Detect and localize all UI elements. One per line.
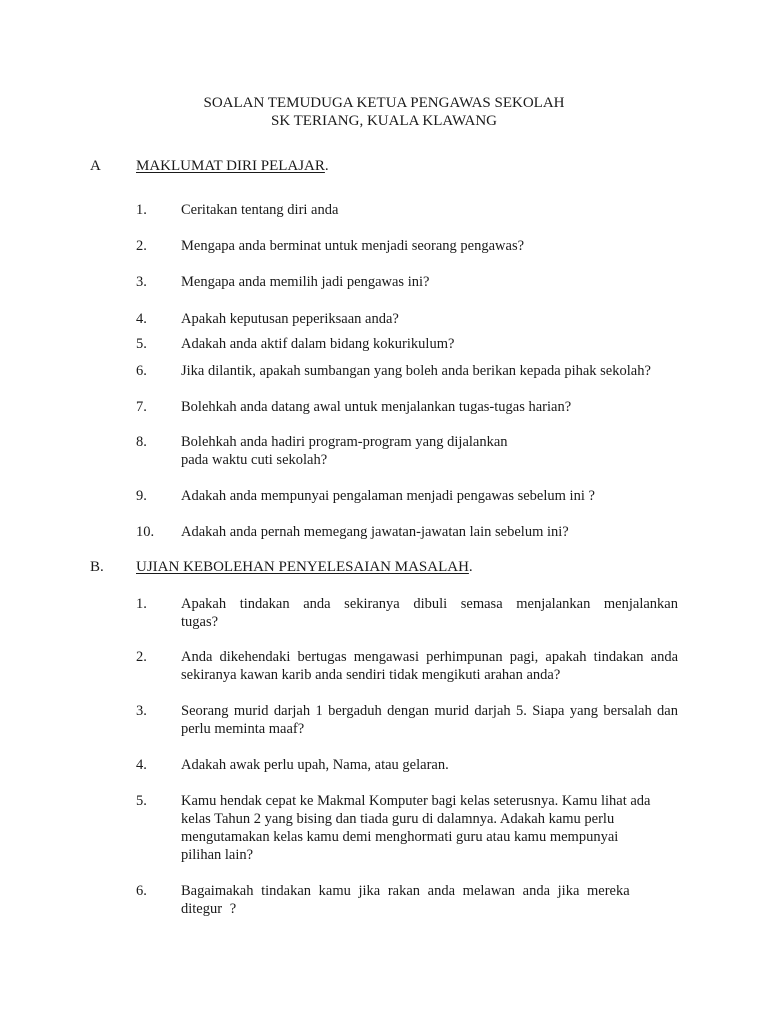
item-number: 2.	[136, 649, 147, 665]
item-text: Adakah anda mempunyai pengalaman menjadi pengawas sebelum ini ?	[181, 488, 595, 504]
item-number: 9.	[136, 488, 147, 504]
item-number: 1.	[136, 202, 147, 218]
document-subtitle: SK TERIANG, KUALA KLAWANG	[270, 113, 497, 129]
item-number: 4.	[136, 311, 147, 327]
item-text: Anda dikehendaki bertugas mengawasi perhimpunan pagi, apakah tindakan anda sekiranya kawan karib anda sendiri tidak mengikuti arahan anda?	[181, 649, 678, 683]
item-text: Seorang murid darjah 1 bergaduh dengan murid darjah 5. Siapa yang bersalah dan perlu meminta maaf?	[181, 703, 678, 737]
item-number: 3.	[136, 703, 147, 719]
item-number: 6.	[136, 363, 147, 379]
item-number: 6.	[136, 883, 147, 899]
item-number: 3.	[136, 274, 147, 290]
document-title: SOALAN TEMUDUGA KETUA PENGAWAS SEKOLAH	[203, 95, 565, 111]
item-text-line-2: pada waktu cuti sekolah?	[181, 452, 328, 468]
item-text-line-1: Kamu hendak cepat ke Makmal Komputer bagi kelas seterusnya. Kamu lihat ada	[181, 793, 651, 809]
item-text: Adakah anda aktif dalam bidang kokurikulum?	[181, 336, 455, 352]
item-text: Bagaimakah tindakan kamu jika rakan anda melawan anda jika mereka ditegur ?	[181, 883, 630, 917]
item-number: 10.	[136, 524, 155, 540]
item-number: 7.	[136, 399, 147, 415]
item-number: 5.	[136, 336, 147, 352]
item-number: 8.	[136, 434, 147, 450]
item-text: Apakah keputusan peperiksaan anda?	[181, 311, 399, 327]
item-text-line-3: mengutamakan kelas kamu demi menghormati guru atau kamu mempunyai	[181, 829, 619, 845]
item-number: 2.	[136, 238, 147, 254]
item-text: Mengapa anda berminat untuk menjadi seorang pengawas?	[181, 238, 525, 254]
section-a-title: MAKLUMAT DIRI PELAJAR.	[136, 158, 329, 174]
item-text-line-4: pilihan lain?	[181, 847, 254, 863]
item-text-line-2: kelas Tahun 2 yang bising dan tiada guru di dalamnya. Adakah kamu perlu	[181, 811, 615, 827]
item-number: 4.	[136, 757, 147, 773]
item-number: 5.	[136, 793, 147, 809]
item-text: Ceritakan tentang diri anda	[181, 202, 339, 218]
item-text-line-1: Bolehkah anda hadiri program-program yang dijalankan	[181, 434, 508, 450]
section-b-title: UJIAN KEBOLEHAN PENYELESAIAN MASALAH.	[136, 559, 473, 575]
item-text: Adakah awak perlu upah, Nama, atau gelaran.	[181, 757, 449, 773]
item-text: Mengapa anda memilih jadi pengawas ini?	[181, 274, 430, 290]
section-b-letter: B.	[90, 559, 104, 575]
section-a-letter: A	[90, 158, 101, 174]
item-number: 1.	[136, 596, 147, 612]
item-text: Adakah anda pernah memegang jawatan-jawatan lain sebelum ini?	[181, 524, 569, 540]
item-text: Jika dilantik, apakah sumbangan yang boleh anda berikan kepada pihak sekolah?	[181, 363, 651, 379]
item-text: Bolehkah anda datang awal untuk menjalankan tugas-tugas harian?	[181, 399, 572, 415]
item-text: Apakah tindakan anda sekiranya dibuli semasa menjalankan menjalankan tugas?	[181, 596, 678, 630]
